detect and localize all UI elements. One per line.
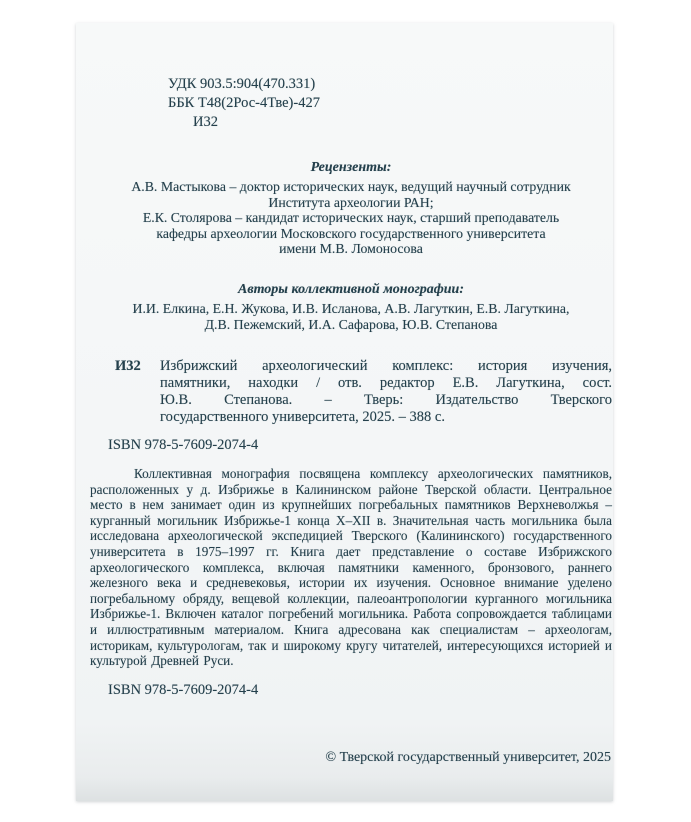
copyright-notice: © Тверской государственный университет, 2025 xyxy=(325,750,611,765)
catalog-entry-line: государственного университета, 2025. – 388 с. xyxy=(160,409,445,425)
catalog-entry-text xyxy=(115,358,612,426)
reviewer-line: А.В. Мастыкова – доктор исторических наук, ведущий научный сотрудник xyxy=(131,179,571,194)
catalog-entry-line: Избрижский археологический комплекс: история изучения, xyxy=(160,358,612,374)
reviewer-line: имени М.В. Ломоносова xyxy=(279,241,423,257)
author-sign-code: И32 xyxy=(193,114,218,130)
book-imprint-page xyxy=(76,23,613,801)
annotation-paragraph: Коллективная монография посвящена комплексу археологических памятников, расположенных у д. Избрижье в Калининском районе Тверской области. Центральное место в нем занимает один из крупнейших погребальных памятников Верхневолжья – курганный могильник Избрижье-1 конца X–XII в. Значительная часть могильника была исследована археологической экспедицией Тверского (Калининского) государственного университета в 1975–1997 гг. Книга дает представление о составе Избрижского археологического комплекса, включая памятники каменного, бронзового, раннего железного века и средневековья, истории их изучения. Основное внимание уделено погребальному обряду, вещевой коллекции, палеоантропологии курганного могильника Избрижье-1. Включен каталог погребений могильника. Работа сопровождается таблицами и иллюстративным материалом. Книга адресована как специалистам – археологам, историкам, культурологам, так и широкому кругу читателей, интересующихся историей и культурой Древней Руси. xyxy=(90,466,612,669)
udk-line: УДК 903.5:904(470.331) xyxy=(168,76,316,92)
authors-block xyxy=(90,281,612,332)
reviewers-block xyxy=(90,159,612,257)
isbn-top: ISBN 978-5-7609-2074-4 xyxy=(108,437,259,453)
authors-line: И.И. Елкина, Е.Н. Жукова, И.В. Исланова, А.В. Лагуткин, Е.В. Лагуткина, xyxy=(132,301,570,316)
classification-block xyxy=(168,75,320,132)
reviewer-line: кафедры археологии Московского государственного университета xyxy=(156,225,546,241)
reviewers-heading: Рецензенты: xyxy=(310,160,392,175)
catalog-entry-line: памятники, находки / отв. редактор Е.В. Лагуткина, сост. xyxy=(160,375,612,391)
isbn-bottom: ISBN 978-5-7609-2074-4 xyxy=(108,682,259,698)
catalog-entry-block xyxy=(115,358,612,426)
catalog-entry-line: Ю.В. Степанова. – Тверь: Издательство Тверского xyxy=(160,392,612,408)
reviewer-line: Е.К. Столярова – кандидат исторических наук, старший преподаватель xyxy=(142,210,560,226)
authors-line: Д.В. Пежемский, И.А. Сафарова, Ю.В. Степанова xyxy=(204,316,498,332)
authors-heading: Авторы коллективной монографии: xyxy=(238,282,464,297)
bbk-line: ББК Т48(2Рос-4Тве)-427 xyxy=(168,95,320,111)
catalog-code: И32 xyxy=(115,358,141,374)
reviewer-line: Института археологии РАН; xyxy=(268,194,434,210)
